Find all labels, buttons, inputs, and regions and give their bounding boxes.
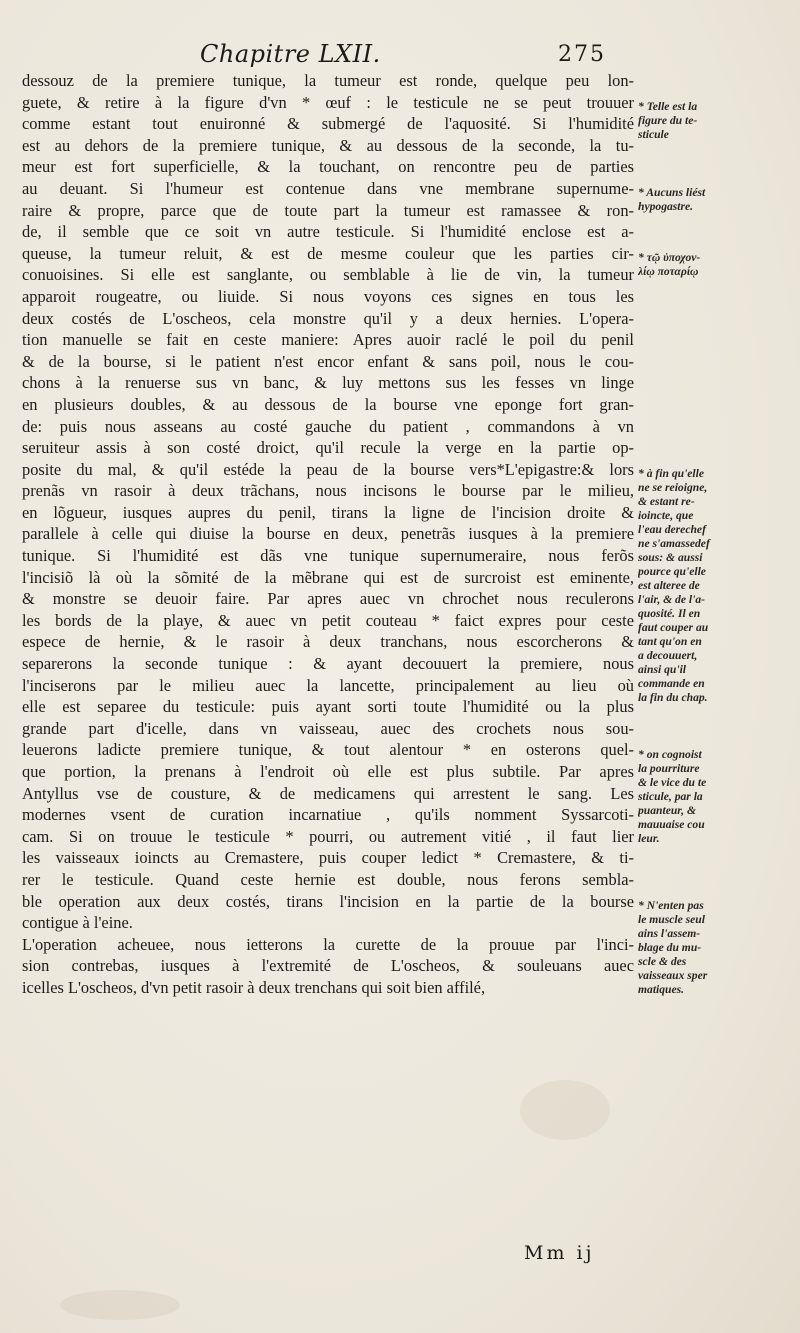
text-line: meur est fort superficielle, & la touchant, on rencontre peu de parties: [22, 157, 634, 177]
text-line: est au dehors de la premiere tunique, & au dessous de la seconde, la tu-: [22, 135, 634, 155]
text-line: espece de hernie, & le rasoir à deux tranchans, nous escorcherons &: [22, 632, 634, 652]
margin-note-line: * N'enten pas: [638, 898, 704, 912]
text-line: tunique. Si l'humidité est dãs vne tunique supernumeraire, nous ferõs: [22, 546, 634, 566]
margin-note-line: ne se reioigne,: [638, 480, 708, 494]
text-line: que portion, la prenans à l'endroit où elle est plus subtile. Par apres: [22, 762, 634, 781]
text-line: de: puis nous asseans au costé gauche du patient , commandons à vn: [22, 416, 634, 436]
text-line: les bords de la playe, & auec vn petit couteau * faict expres pour ceste: [22, 610, 634, 630]
margin-note-line: scle & des: [638, 954, 687, 968]
margin-note-line: ainsi qu'il: [638, 662, 687, 676]
margin-note: [638, 748, 796, 846]
margin-note-line: ains l'assem-: [638, 926, 701, 940]
text-line: en plusieurs doubles, & au dessous de la bourse vne eponge fort gran-: [22, 394, 634, 414]
text-line: l'incisiõ là où la sõmité de la mẽbrane qui est de surcroist est eminente,: [22, 567, 634, 587]
margin-note-line: est alteree de: [638, 578, 700, 592]
margin-note-line: l'air, & de l'a-: [638, 592, 705, 606]
margin-note: [638, 100, 796, 142]
text-line: sion contrebas, iusques à l'extremité de L'oscheos, & souleuans auec: [22, 956, 634, 976]
margin-note-line: * on cognoist: [638, 747, 702, 761]
margin-note: [638, 899, 796, 997]
margin-note-line: sticule, par la: [638, 789, 703, 803]
text-line: icelles L'oscheos, d'vn petit rasoir à deux trenchans qui soit bien affilé,: [22, 977, 486, 997]
text-line: & de la bourse, si le patient n'est encor enfant & sans poil, nous le cou-: [22, 351, 634, 371]
margin-note-line: * Telle est la: [638, 99, 698, 113]
signature-mark: Mm ij: [524, 1242, 595, 1264]
text-line: leuerons ladicte premiere tunique, & tout alentour * en osterons quel-: [22, 740, 634, 760]
text-line: prenãs vn rasoir à deux trãchans, nous incisons le bourse par le milieu,: [22, 481, 634, 501]
margin-note-line: le muscle seul: [638, 912, 705, 926]
margin-note-line: sous: & aussi: [638, 550, 703, 564]
margin-note-line: quosité. Il en: [638, 606, 701, 620]
text-line: queuse, la tumeur reluit, & est de mesme couleur que les parties cir-: [22, 243, 634, 263]
margin-note-line: la fin du chap.: [638, 690, 708, 704]
text-line: cam. Si on trouue le testicule * pourri, ou autrement vitié , il faut lier: [22, 826, 634, 846]
text-line: l'inciserons par le milieu auec la lancette, principalement au lieu où: [22, 675, 634, 695]
text-line: posite du mal, & qu'il estéde la peau de la bourse vers*L'epigastre:& lors: [22, 459, 634, 479]
margin-note-line: λίῳ ποταρίῳ: [638, 264, 699, 278]
text-line: contigue à l'eine.: [22, 913, 133, 933]
text-line: & monstre se deuoir faire. Par apres auec vn chrochet nous reculerons: [22, 589, 634, 609]
margin-note-line: l'eau derechef: [638, 522, 706, 536]
text-line: raire & propre, parce que de toute part la tumeur est ramassee & ron-: [22, 200, 634, 220]
text-line: elle est separee du testicule: puis ayant sorti toute l'humidité ou la plus: [22, 697, 634, 717]
margin-note-line: sticule: [638, 127, 669, 141]
margin-note-line: blage du mu-: [638, 940, 702, 954]
text-line: guete, & retire à la figure d'vn * œuf : le testicule ne se peut trouuer: [22, 92, 634, 112]
body-text: [22, 70, 634, 999]
margin-note-line: ioincte, que: [638, 508, 694, 522]
running-title: Chapitre LXII.: [200, 40, 381, 68]
margin-note-line: ne s'amassedef: [638, 536, 710, 550]
text-line: rer le testicule. Quand ceste hernie est double, nous ferons sembla-: [22, 869, 634, 889]
margin-note-line: matiques.: [638, 982, 685, 996]
text-line: conuoisines. Si elle est sanglante, ou semblable à lie de vin, la tumeur: [22, 265, 634, 285]
page-number: 275: [558, 42, 606, 67]
margin-note-line: puanteur, &: [638, 803, 696, 817]
margin-note-line: * à fin qu'elle: [638, 466, 705, 480]
margin-note: [638, 467, 796, 705]
text-line: en lõgueur, iusques aupres du penil, tirans la ligne de l'incision droite &: [22, 502, 634, 522]
margin-note-line: * τῷ ὑποχον-: [638, 250, 701, 264]
text-line: ble operation aux deux costés, tirans l'incision en la partie de la bourse: [22, 891, 634, 911]
text-line: Antyllus vse de cousture, & de medicamens qui arrestent le sang. Les: [22, 783, 634, 803]
text-line: chons à la renuerse sus vn banc, & luy mettons sus les fesses vn linge: [22, 373, 634, 393]
margin-note-line: leur.: [638, 831, 660, 845]
text-line: apparoit rougeatre, ou liuide. Si nous voyons ces signes en tous les: [22, 286, 634, 306]
text-line: grande part d'icelle, dans vn vaisseau, auec des crochets nous sou-: [22, 718, 634, 738]
margin-note-line: * Aucuns liést: [638, 186, 706, 199]
margin-note-line: figure du te-: [638, 113, 698, 127]
text-line: les vaisseaux ioincts au Cremastere, puis couper ledict * Cremastere, & ti-: [22, 848, 634, 868]
text-line: seruiteur assis à son costé droict, qu'il recule la verge en la partie op-: [22, 438, 634, 458]
margin-note-line: hypogastre.: [638, 200, 694, 213]
paper-stain: [520, 1080, 610, 1140]
margin-note-line: & estant re-: [638, 494, 695, 508]
text-line: au deuant. Si l'humeur est contenue dans vne membrane supernume-: [22, 178, 634, 198]
margin-note: [638, 186, 796, 214]
margin-note-line: mauuaise cou: [638, 817, 705, 831]
margin-note-line: a decouuert,: [638, 648, 698, 662]
text-line: comme estant tout enuironné & submergé de l'aquosité. Si l'humidité: [22, 114, 634, 134]
margin-note-line: faut couper au: [638, 620, 709, 634]
text-line: parallele à celle qui diuise la bourse en deux, penetrãs iusques à la premiere: [22, 524, 634, 544]
margin-note-line: commande en: [638, 676, 705, 690]
margin-note-line: & le vice du te: [638, 775, 707, 789]
margin-note: [638, 251, 796, 279]
text-line: separerons la seconde tunique : & ayant decouuert la premiere, nous: [22, 654, 634, 674]
text-line: de, il semble que ce soit vn autre testicule. Si l'humidité enclose est a-: [22, 222, 634, 242]
text-line: L'operation acheuee, nous ietterons la curette de la prouue par l'inci-: [22, 934, 634, 954]
text-line: tion manuelle se fait en ceste maniere: Apres auoir raclé le poil du penil: [22, 330, 634, 350]
margin-note-line: la pourriture: [638, 761, 700, 775]
text-line: dessouz de la premiere tunique, la tumeur est ronde, quelque peu lon-: [22, 71, 634, 90]
text-line: deux costés de L'oscheos, cela monstre qu'il y a deux hernies. L'opera-: [22, 308, 634, 328]
paper-stain: [60, 1290, 180, 1320]
margin-note-line: tant qu'on en: [638, 634, 702, 648]
margin-note-line: vaisseaux sper: [638, 968, 708, 982]
margin-note-line: pource qu'elle: [638, 564, 706, 578]
text-line: modernes vsent de curation incarnatiue , qu'ils nomment Syssarcoti-: [22, 805, 634, 825]
